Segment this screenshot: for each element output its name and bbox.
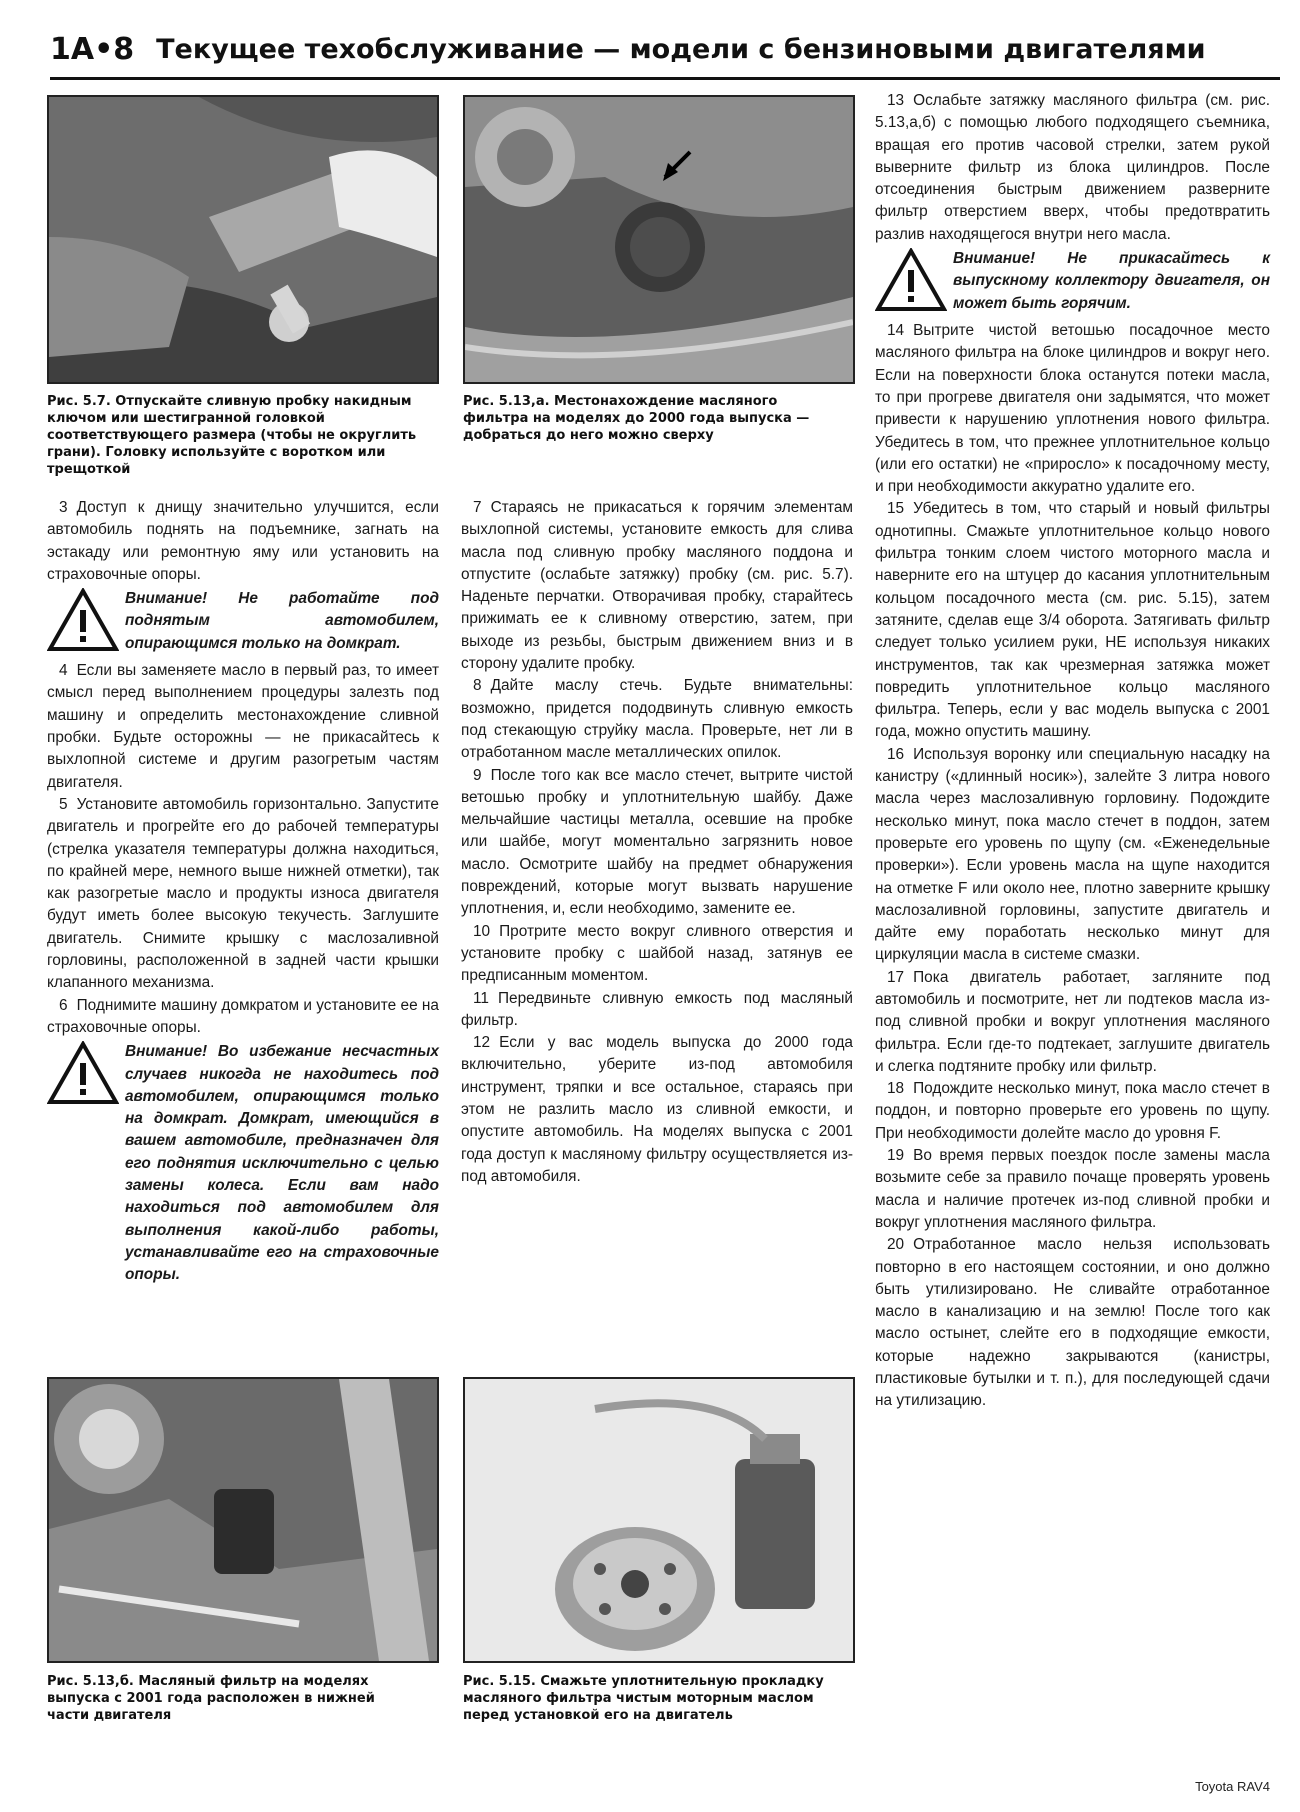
paragraph-7: 7 Стараясь не прикасаться к горячим элементам выхлопной системы, установите емкость для слива масла под сливную пробку масляного поддона и отпустите (ослабьте затяжку) пробку (см. рис. 5.7). Наденьте перчатки. Отворачивая пробку, старайтесь прижимать ее к сливному отверстию, затем, при выходе из резьбы, быстрым движением вниз и в сторону удалите пробку. — [461, 499, 853, 673]
caption-fig-5-7: Рис. 5.7. Отпускайте сливную пробку накидным ключом или шестигранной головкой соответствующего размера (чтобы не округлить грани). Головку используйте с воротком или трещоткой — [47, 394, 417, 477]
paragraph-14: 14 Вытрите чистой ветошью посадочное место масляного фильтра на блоке цилиндров и вокруг него. Если на поверхности блока останутся потеки масла, то при прогреве двигателя они задымятся, что может привести к нарушению уплотнения нового фильтра. Убедитесь в том, что прежнее уплотнительное кольцо (или его остатки) не «приросло» к посадочному месту, и при необходимости аккуратно удалите его. — [875, 322, 1270, 496]
paragraph-9: 9 После того как все масло стечет, вытрите чистой ветошью пробку и уплотнительную шайбу. Даже мельчайшие частицы металла, осевшие на пробке или шайбе, могут моментально загрязнить новое масло. Осмотрите шайбу на предмет обнаружения повреждений, которые могут вызвать нарушение уплотнения, и, если необходимо, замените ее. — [461, 766, 853, 918]
warning-1-text: Внимание! Не работайте под поднятым автомобилем, опирающимся только на домкрат. — [125, 590, 439, 652]
photo-fig-5-13a — [463, 95, 855, 384]
column-2 — [461, 497, 853, 1188]
column-3 — [875, 90, 1270, 1413]
paragraph-8: 8 Дайте маслу стечь. Будьте внимательны: возможно, придется пододвинуть сливную емкость под стекающую струйку масла. Проверьте, нет ли в отработанном масле металлических опилок. — [461, 677, 853, 762]
warning-1 — [47, 588, 439, 658]
photo-fig-5-7 — [47, 95, 439, 384]
paragraph-18: 18 Подождите несколько минут, пока масло стечет в поддон, и повторно проверьте его уровень по щупу. При необходимости долейте масло до уровня F. — [875, 1080, 1270, 1142]
footer-model: Toyota RAV4 — [1195, 1779, 1270, 1794]
warning-triangle-icon — [47, 588, 125, 658]
paragraph-13: 13 Ослабьте затяжку масляного фильтра (см. рис. 5.13,а,б) с помощью любого подходящего съемника, вращая его против часовой стрелки, затем рукой выверните фильтр из блока цилиндров. После отсоединения быстрым движением разверните фильтр отверстием вверх, чтобы предотвратить разлив находящегося внутри него масла. — [875, 92, 1270, 243]
warning-2-text: Внимание! Во избежание несчастных случаев никогда не находитесь под автомобилем, опирающимся только на домкрат. Домкрат, имеющийся в вашем автомобиле, предназначен для его поднятия исключительно с целью замены колеса. Если вам надо находиться под автомобилем для выполнения какой-либо работы, устанавливайте его на страховочные опоры. — [125, 1043, 439, 1284]
paragraph-19: 19 Во время первых поездок после замены масла возьмите себе за правило почаще проверять уровень масла и наличие протечек из-под сливной пробки и вокруг уплотнения масляного фильтра. — [875, 1147, 1270, 1231]
paragraph-10: 10 Протрите место вокруг сливного отверстия и установите пробку с шайбой назад, затянув ее предписанным моментом. — [461, 922, 853, 985]
photo-fig-5-15 — [463, 1377, 855, 1663]
page-number: 1A•8 — [50, 31, 135, 67]
warning-triangle-icon — [875, 248, 953, 318]
paragraph-16: 16 Используя воронку или специальную насадку на канистру («длинный носик»), залейте 3 литра нового масла через маслозаливную горловину. Подождите несколько минут, пока масло стечет в поддон, затем проверьте его уровень по щупу (см. «Еженедельные проверки»). Если уровень масла на щупе находится на отметке F или около нее, плотно заверните крышку маслозаливной горловины, запустите двигатель и дайте ему поработать несколько минут для циркуляции масла в системе смазки. — [875, 745, 1270, 964]
page-header — [50, 18, 1280, 80]
photo-fig-5-13b — [47, 1377, 439, 1663]
paragraph-11: 11 Передвиньте сливную емкость под масляный фильтр. — [461, 989, 853, 1029]
header-rule — [50, 77, 1280, 80]
paragraph-4: 4 Если вы заменяете масло в первый раз, то имеет смысл перед выполнением процедуры залезть под машину и определить местонахождение сливной пробки. Будьте осторожны — не прикасайтесь к выхлопной системе и другим разогретым частям двигателя. — [47, 662, 439, 791]
paragraph-5: 5 Установите автомобиль горизонтально. Запустите двигатель и прогрейте его до рабочей температуры (стрелка указателя температуры должна находиться, по крайней мере, немного выше нижней отметки), так как разогретые масло и продукты износа двигателя будут иметь более высокую текучесть. Заглушите двигатель. Снимите крышку с маслозаливной горловины, расположенной в задней части крышки клапанного механизма. — [47, 795, 439, 992]
page-title: Текущее техобслуживание — модели с бензиновыми двигателями — [156, 33, 1206, 65]
caption-fig-5-13a: Рис. 5.13,а. Местонахождение масляного фильтра на моделях до 2000 года выпуска — добраться до него можно сверху — [463, 394, 810, 443]
paragraph-3: 3 Доступ к днищу значительно улучшится, если автомобиль поднять на подъемнике, загнать на эстакаду или ремонтную яму или установить на страховочные опоры. — [47, 499, 439, 583]
caption-fig-5-15: Рис. 5.15. Смажьте уплотнительную прокладку масляного фильтра чистым моторным маслом перед установкой его на двигатель — [463, 1674, 824, 1723]
caption-fig-5-13b: Рис. 5.13,б. Масляный фильтр на моделях выпуска с 2001 года расположен в нижней части двигателя — [47, 1674, 375, 1723]
paragraph-15: 15 Убедитесь в том, что старый и новый фильтры однотипны. Смажьте уплотнительное кольцо нового фильтра тонким слоем чистого моторного масла и наверните его на штуцер до касания уплотнительным кольцом посадочного места (см. рис. 5.15), затем затяните, сделав еще 3/4 оборота. Затягивать фильтр следует только усилием руки, НЕ используя никаких инструментов, так как чрезмерная затяжка может повредить уплотнительное кольцо масляного фильтра. Теперь, если у вас модель выпуска с 2001 года, можно опустить машину. — [875, 500, 1270, 741]
warning-2 — [47, 1041, 439, 1286]
paragraph-17: 17 Пока двигатель работает, загляните под автомобиль и посмотрите, нет ли подтеков масла из-под сливной пробки и вокруг уплотнения масляного фильтра. Если где-то подтекает, заглушите двигатель и слегка подтяните пробку или фильтр. — [875, 968, 1270, 1075]
paragraph-6: 6 Поднимите машину домкратом и установите ее на страховочные опоры. — [47, 996, 439, 1036]
column-1 — [47, 497, 439, 1289]
warning-3-text: Внимание! Не прикасайтесь к выпускному коллектору двигателя, он может быть горячим. — [953, 250, 1270, 312]
warning-triangle-icon — [47, 1041, 125, 1111]
warning-3 — [875, 248, 1270, 318]
paragraph-20: 20 Отработанное масло нельзя использовать повторно в его настоящем состоянии, и оно должно быть утилизировано. Не сливайте отработанное масло в канализацию и на землю! После того как масло остынет, слейте его в подходящие емкости, которые надежно закрываются (канистры, пластиковые бутылки и т. п.), для последующей сдачи на утилизацию. — [875, 1236, 1270, 1410]
paragraph-12: 12 Если у вас модель выпуска до 2000 года включительно, уберите из-под автомобиля инструмент, тряпки и все остальное, стараясь при этом не разлить масло из сливной емкости, и опустите автомобиль. На моделях выпуска с 2001 года доступ к масляному фильтру осуществляется из-под автомобиля. — [461, 1034, 853, 1185]
